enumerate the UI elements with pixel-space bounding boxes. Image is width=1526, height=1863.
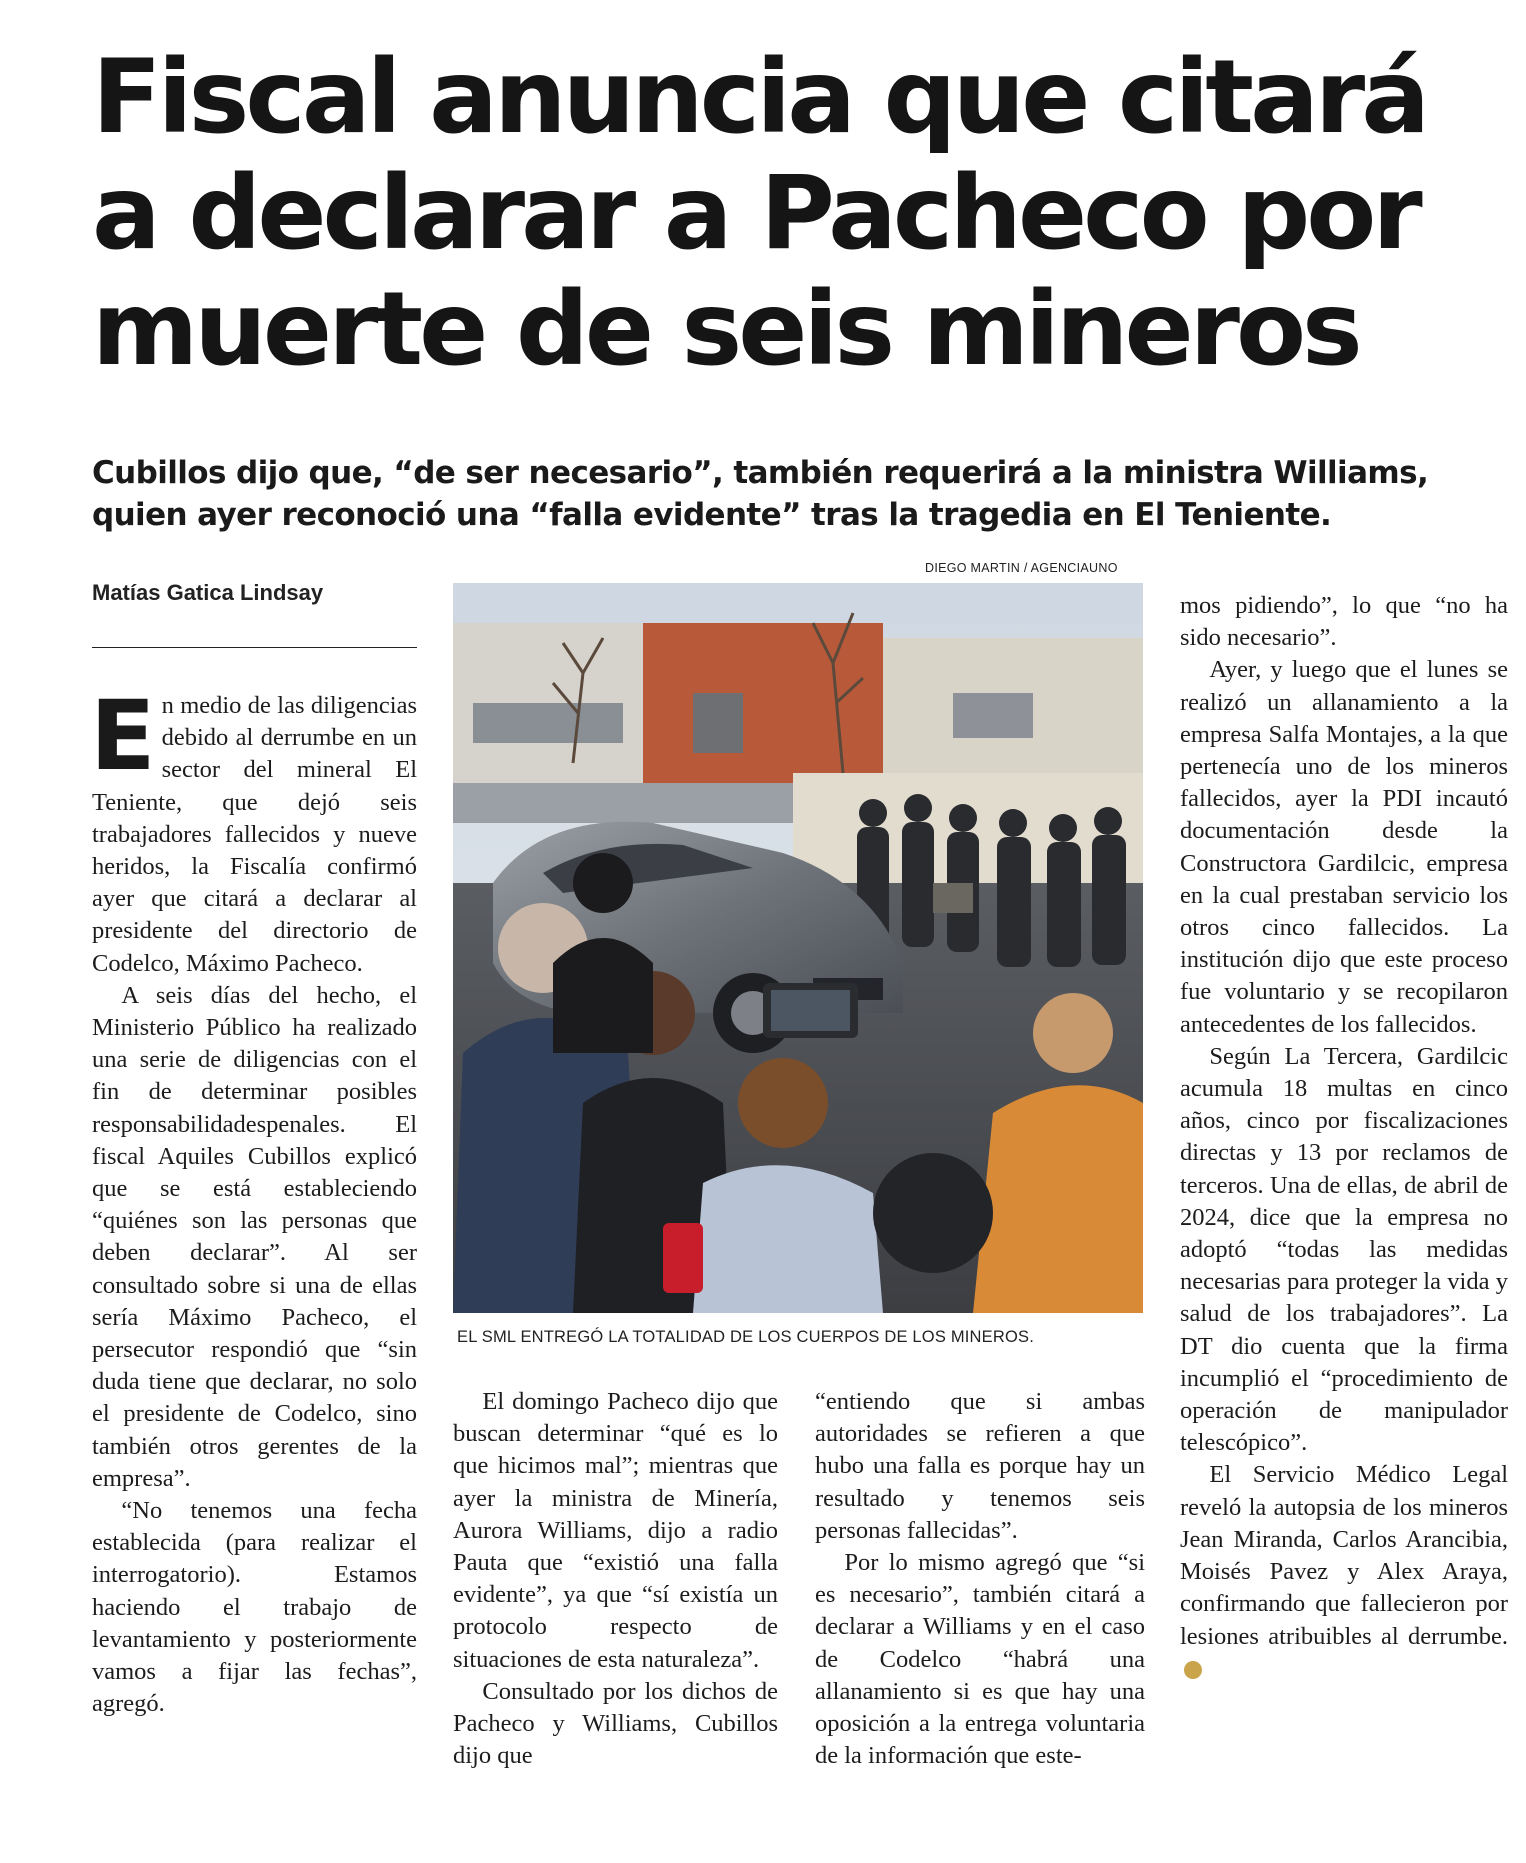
article-column-2: [453, 1386, 778, 1772]
byline: Matías Gatica Lindsay: [92, 580, 324, 605]
paragraph: mos pidiendo”, lo que “no ha sido necesario”.: [1180, 592, 1508, 652]
paragraph: Según La Tercera, Gardilcic acumula 18 multas en cinco años, cinco por fiscalizaciones directas y 13 por reclamos de terceros. Una de ellas, de abril de 2024, dice que la empresa no adoptó “todas las medidas necesarias para proteger la vida y salud de los trabajadores”. La DT dio cuenta que la firma incumplió el “procedimiento de operación de manipulador telescópico”.: [1180, 1042, 1508, 1457]
article-column-3: [815, 1386, 1145, 1772]
subheadline-line: Cubillos dijo que, “de ser necesario”, también requerirá a la ministra Williams,: [92, 455, 1429, 491]
paragraph: “entiendo que si ambas autoridades se refieren a que hubo una falla es porque hay un resultado y tenemos seis personas fallecidas”.: [815, 1388, 1145, 1544]
paragraph: Por lo mismo agregó que “si es necesario”, también citará a declarar a Williams y en el caso de Codelco “habrá una allanamiento si es que hay una oposición a la entrega voluntaria de la información que este-: [815, 1549, 1145, 1770]
headline-line: muerte de seis mineros: [92, 270, 1359, 389]
headline: [92, 40, 1492, 388]
headline-line: Fiscal anuncia que citará: [92, 38, 1427, 157]
paragraph: Consultado por los dichos de Pacheco y Williams, Cubillos dijo que: [453, 1677, 778, 1770]
subheadline: [92, 452, 1512, 536]
paragraph: A seis días del hecho, el Ministerio Público ha realizado una serie de diligencias con el fin de determinar posibles responsabilidadespenales. El fiscal Aquiles Cubillos explicó que se está estableciendo “quiénes son las personas que deben declarar”. Al ser consultado sobre si una de ellas sería Máximo Pacheco, el persecutor respondió que “sin duda tiene que declarar, no solo el presidente de Codelco, sino también otros gerentes de la empresa”.: [92, 981, 417, 1492]
article-column-1: [90, 680, 417, 1721]
subheadline-line: quien ayer reconoció una “falla evidente” tras la tragedia en El Teniente.: [92, 497, 1332, 533]
news-photo: [453, 583, 1143, 1313]
photo-credit: DIEGO MARTIN / AGENCIAUNO: [925, 561, 1118, 575]
photo-illustration: [453, 583, 1143, 1313]
paragraph: El domingo Pacheco dijo que buscan determinar “qué es lo que hicimos mal”; mientras que ayer la ministra de Minería, Aurora Williams, dijo a radio Pauta que “existió una falla evidente”, ya que “sí existía un protocolo respecto de situaciones de esta naturaleza”.: [453, 1388, 778, 1673]
paragraph: “No tenemos una fecha establecida (para realizar el interrogatorio). Estamos haciendo el trabajo de levantamiento y posteriormente vamos a fijar las fechas”, agregó.: [92, 1497, 417, 1718]
paragraph: El Servicio Médico Legal reveló la autopsia de los mineros Jean Miranda, Carlos Arancibia, Moisés Pavez y Alex Araya, confirmando que fallecieron por lesiones atribuibles al derrumbe.: [1180, 1461, 1508, 1650]
paragraph: Ayer, y luego que el lunes se realizó un allanamiento a la empresa Salfa Montajes, a la que pertenecía uno de los mineros fallecidos, ayer la PDI incautó documentación desde la Constructora Gardilcic, empresa en la cual prestaban servicio los otros cinco fallecidos. La institución dijo que este proceso fue voluntario y se recopilaron antecedentes de los fallecidos.: [1180, 656, 1508, 1038]
end-mark-icon: ✪: [1184, 1661, 1202, 1679]
headline-line: a declarar a Pacheco por: [92, 154, 1419, 273]
paragraph: n medio de las diligencias debido al derrumbe en un sector del mineral El Teniente, que dejó seis trabajadores fallecidos y nueve heridos, la Fiscalía confirmó ayer que citará a declarar al presidente del directorio de Codelco, Máximo Pacheco.: [92, 692, 417, 977]
article-column-4: [1180, 590, 1508, 1685]
drop-cap: E: [90, 680, 156, 792]
byline-divider: [92, 647, 417, 648]
photo-caption: EL SML ENTREGÓ LA TOTALIDAD DE LOS CUERPOS DE LOS MINEROS.: [457, 1328, 1035, 1346]
